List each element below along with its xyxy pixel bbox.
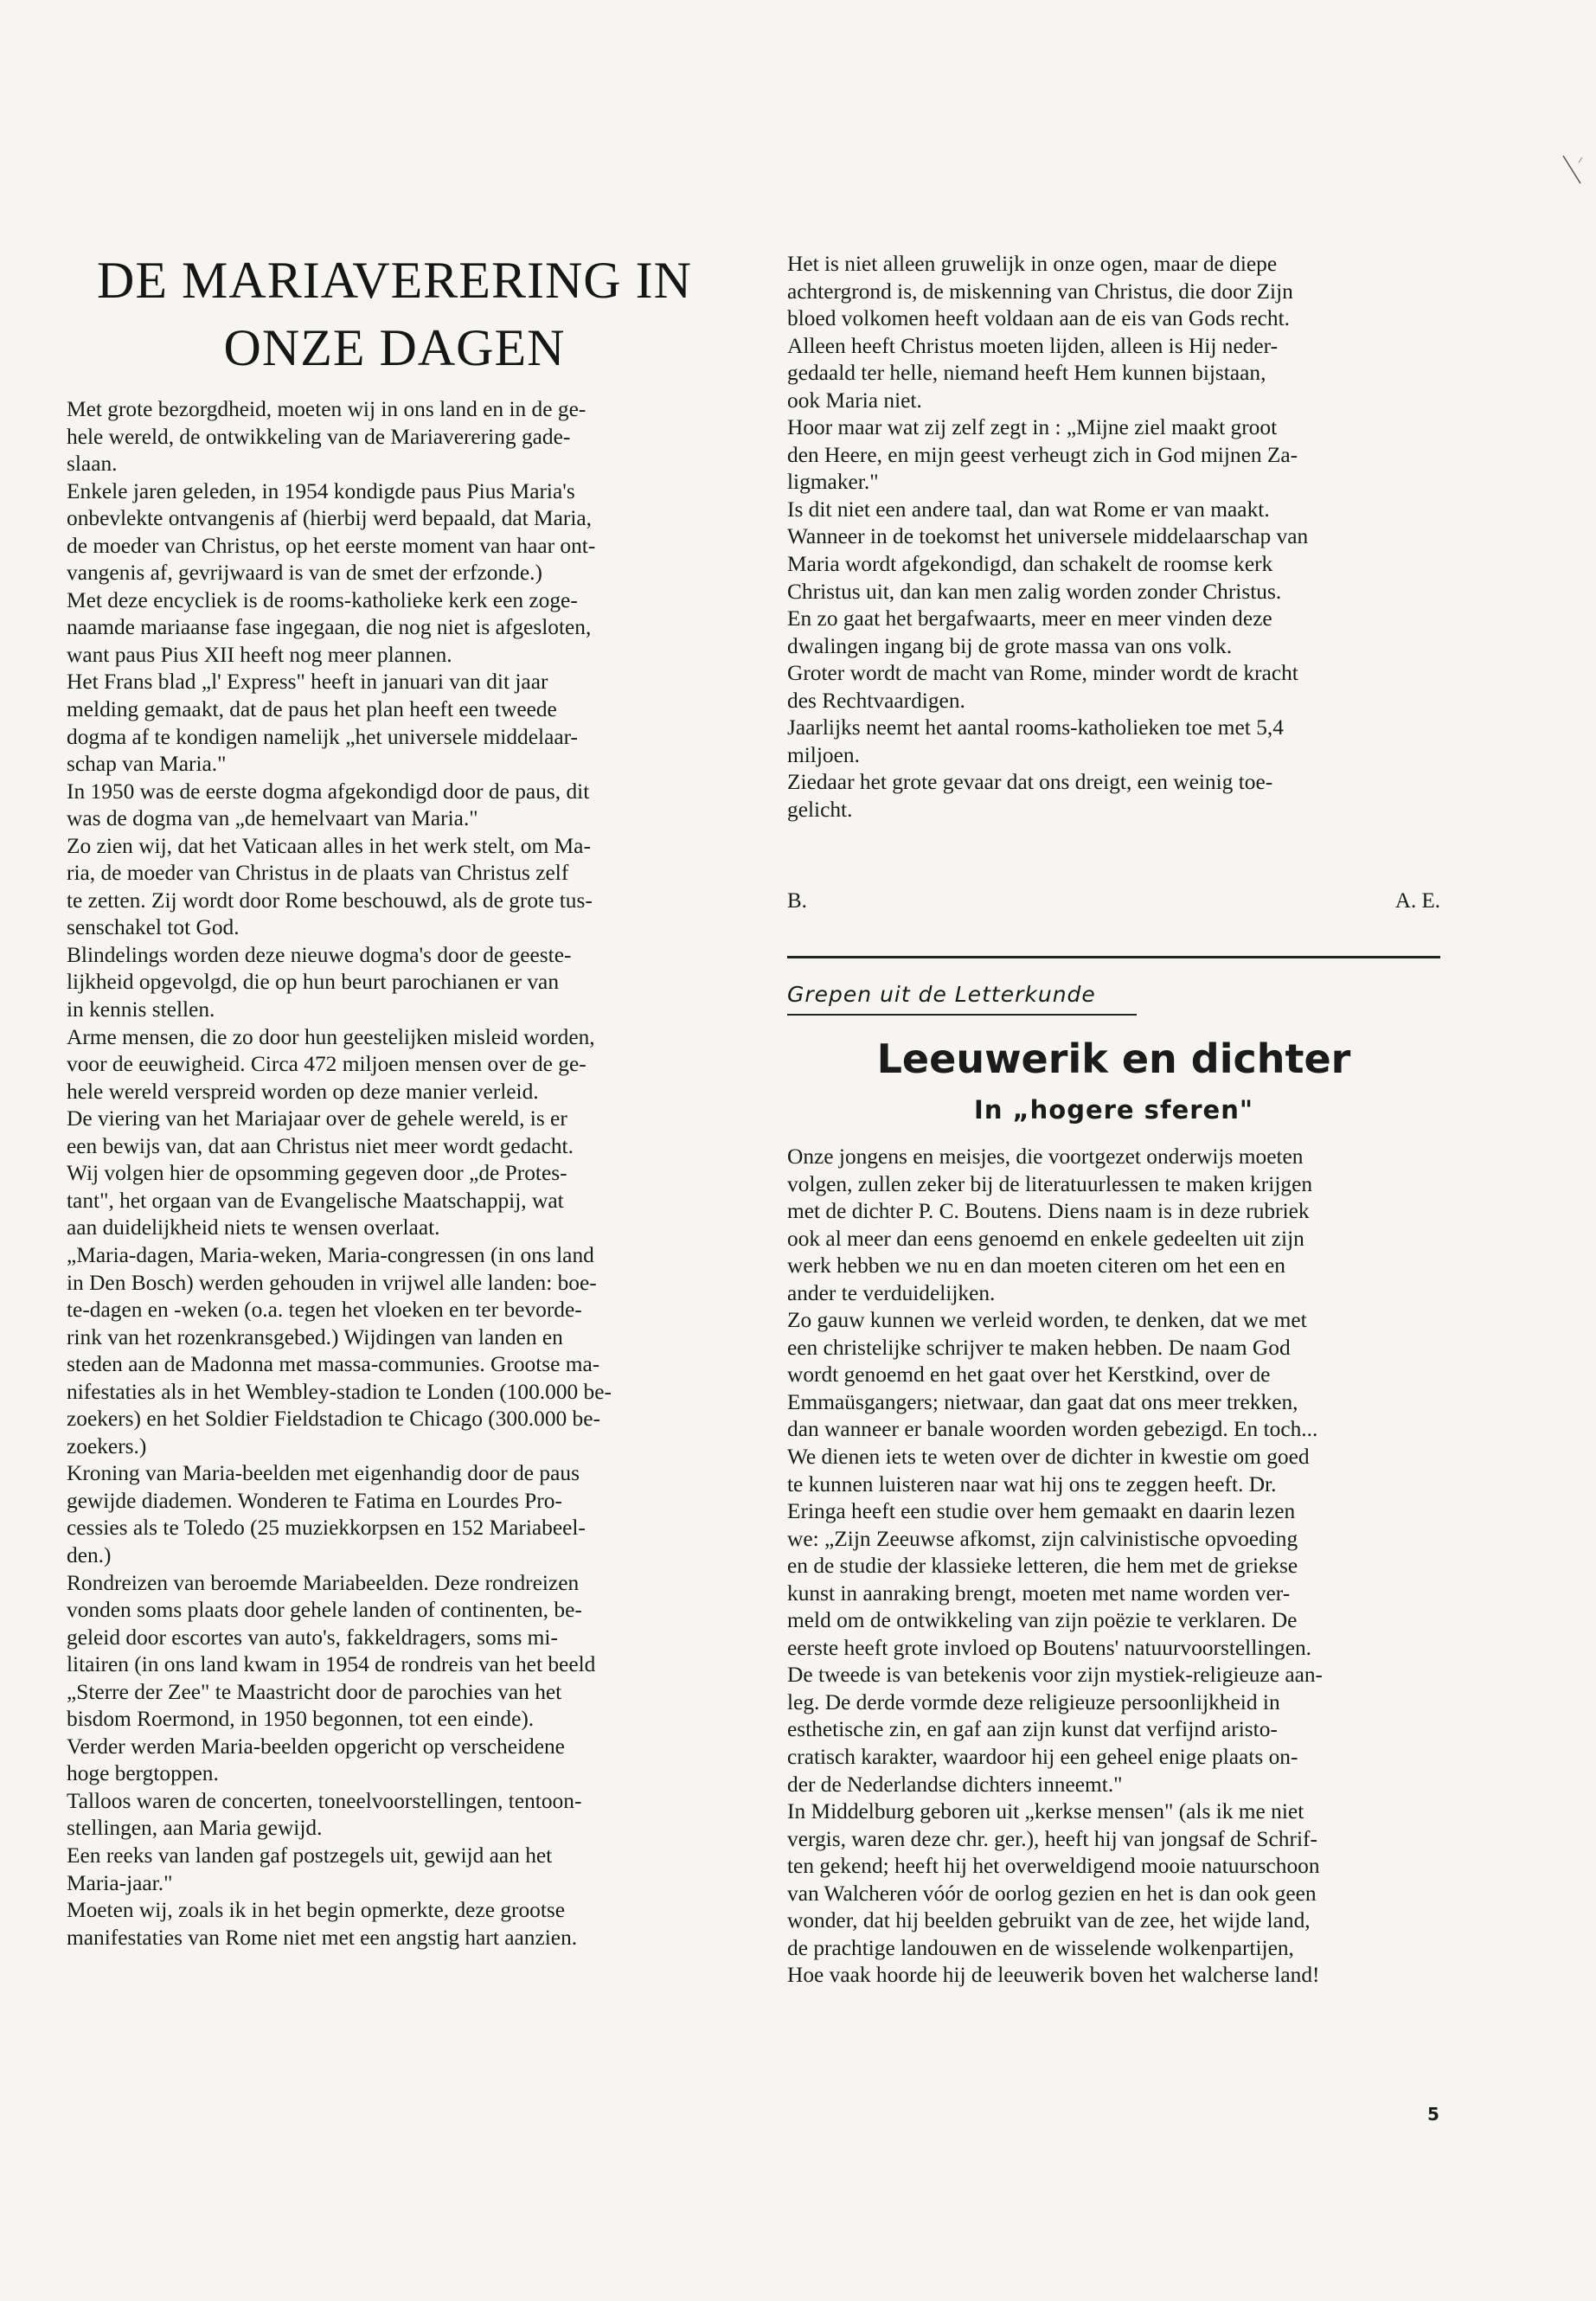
- article-2-subtitle: In „hogere sferen": [974, 1095, 1253, 1125]
- article-title: [67, 247, 722, 381]
- signature-initial-right: A. E.: [1394, 889, 1440, 913]
- page-number: 5: [1427, 2104, 1439, 2125]
- signature-initial-left: B.: [787, 889, 807, 913]
- article-title-line-2: ONZE DAGEN: [223, 319, 566, 376]
- corner-mark-decoration: [1561, 154, 1587, 185]
- section-label: Grepen uit de Letterkunde: [787, 982, 1096, 1007]
- article-title-line-1: DE MARIAVERERING IN: [97, 252, 692, 309]
- article-2-title: Leeuwerik en dichter: [876, 1035, 1351, 1082]
- section-divider: [787, 956, 1440, 958]
- article-2-body: Onze jongens en meisjes, die voortgezet onderwijs moeten volgen, zullen zeker bij de literatuurlessen te maken krijgen met de dichter P. C. Boutens. Diens naam is in deze rubriek ook al meer dan eens genoemd en enkele gedeelten uit zijn werk hebben we nu en dan moeten citeren om het een en ander te verduidelijken. Zo gauw kunnen we verleid worden, te denken, dat we met een christelijke schrijver te maken hebben. De naam God wordt genoemd en het gaat over het Kerstkind, over de Emmaüsgangers; nietwaar, dan gaat dat ons meer trekken, dan wanneer er banale woorden worden gebezigd. En toch... We dienen iets te weten over de dichter in kwestie om goed te kunnen luisteren naar wat hij ons te zeggen heeft. Dr. Eringa heeft een studie over hem gemaakt en daarin lezen we: „Zijn Zeeuwse afkomst, zijn calvinistische opvoeding en de studie der klassieke letteren, die hem met de griekse kunst in aanraking brengt, moeten met name worden ver- meld om de ontwikkeling van zijn poëzie te verklaren. De eerste heeft grote invloed op Boutens' natuurvoorstellingen. De tweede is van betekenis voor zijn mystiek-religieuze aan- leg. De derde vormde deze religieuze persoonlijkheid in esthetische zin, en gaf aan zijn kunst dat verfijnd aristo- cratisch karakter, waardoor hij een geheel enige plaats on- der de Nederlandse dichters inneemt." In Middelburg geboren uit „kerkse mensen" (als ik me niet vergis, waren deze chr. ger.), heeft hij van jongsaf de Schrif- ten gekend; heeft hij het overweldigend mooie natuurschoon van Walcheren vóór de oorlog gezien en het is dan ook geen wonder, dat hij beelden gebruikt van de zee, het wijde land, de prachtige landouwen en de wisselende wolkenpartijen, Hoe vaak hoorde hij de leeuwerik boven het walcherse land!: [787, 1144, 1324, 1988]
- article-body-continued: Het is niet alleen gruwelijk in onze ogen, maar de diepe achtergrond is, de miskenning van Christus, die door Zijn bloed volkomen heeft voldaan aan de eis van Gods recht. Alleen heeft Christus moeten lijden, alleen is Hij neder- gedaald ter helle, niemand heeft Hem kunnen bijstaan, ook Maria niet. Hoor maar wat zij zelf zegt in : „Mijne ziel maakt groot den Heere, en mijn geest verheugt zich in God mijnen Za- ligmaker." Is dit niet een andere taal, dan wat Rome er van maakt. Wanneer in de toekomst het universele middelaarschap van Maria wordt afgekondigd, dan schakelt de roomse kerk Christus uit, dan kan men zalig worden zonder Christus. En zo gaat het bergafwaarts, meer en meer vinden deze dwalingen ingang bij de grote massa van ons volk. Groter wordt de macht van Rome, minder wordt de kracht des Rechtvaardigen. Jaarlijks neemt het aantal rooms-katholieken toe met 5,4 miljoen. Ziedaar het grote gevaar dat ons dreigt, een weinig toe- gelicht.: [787, 252, 1309, 822]
- article-body-left: Met grote bezorgdheid, moeten wij in ons land en in de ge- hele wereld, de ontwikkeling van de Mariaverering gade- slaan. Enkele jaren geleden, in 1954 kondigde paus Pius Maria's onbevlekte ontvangenis af (hierbij werd bepaald, dat Maria, de moeder van Christus, op het eerste moment van haar ont- vangenis af, gevrijwaard is van de smet der erfzonde.) Met deze encycliek is de rooms-katholieke kerk een zoge- naamde mariaanse fase ingegaan, die nog niet is afgesloten, want paus Pius XII heeft nog meer plannen. Het Frans blad „l' Express" heeft in januari van dit jaar melding gemaakt, dat de paus het plan heeft een tweede dogma af te kondigen namelijk „het universele middelaar- schap van Maria." In 1950 was de eerste dogma afgekondigd door de paus, dit was de dogma van „de hemelvaart van Maria." Zo zien wij, dat het Vaticaan alles in het werk stelt, om Ma- ria, de moeder van Christus in de plaats van Christus zelf te zetten. Zij wordt door Rome beschouwd, als de grote tus- senschakel tot God. Blindelings worden deze nieuwe dogma's door de geeste- lijkheid opgevolgd, die op hun beurt parochianen er van in kennis stellen. Arme mensen, die zo door hun geestelijken misleid worden, voor de eeuwigheid. Circa 472 miljoen mensen over de ge- hele wereld verspreid worden op deze manier verleid. De viering van het Mariajaar over de gehele wereld, is er een bewijs van, dat aan Christus niet meer wordt gedacht. Wij volgen hier de opsomming gegeven door „de Protes- tant", het orgaan van de Evangelische Maatschappij, wat aan duidelijkheid niets te wensen overlaat. „Maria-dagen, Maria-weken, Maria-congressen (in ons land in Den Bosch) werden gehouden in vrijwel alle landen: boe- te-dagen en -weken (o.a. tegen het vloeken en ter bevorde- rink van het rozenkransgebed.) Wijdingen van landen en steden aan de Madonna met massa-communies. Grootse ma- nifestaties als in het Wembley-stadion te Londen (100.000 be- zoekers) en het Soldier Fieldstadion te Chicago (300.000 be- zoekers.) Kroning van Maria-beelden met eigenhandig door de paus gewijde diademen. Wonderen te Fatima en Lourdes Pro- cessies als te Toledo (25 muziekkorpsen en 152 Mariabeel- den.) Rondreizen van beroemde Mariabeelden. Deze rondreizen vonden soms plaats door gehele landen of continenten, be- geleid door escortes van auto's, fakkeldragers, soms mi- litairen (in ons land kwam in 1954 de rondreis van het beeld „Sterre der Zee" te Maastricht door de parochies van het bisdom Roermond, in 1950 begonnen, tot een einde). Verder werden Maria-beelden opgericht op verscheidene hoge bergtoppen. Talloos waren de concerten, toneelvoorstellingen, tentoon- stellingen, aan Maria gewijd. Een reeks van landen gaf postzegels uit, gewijd aan het Maria-jaar." Moeten wij, zoals ik in het begin opmerkte, deze grootse manifestaties van Rome niet met een angstig hart aanzien.: [67, 397, 612, 1950]
- section-label-underline: [787, 1014, 1137, 1016]
